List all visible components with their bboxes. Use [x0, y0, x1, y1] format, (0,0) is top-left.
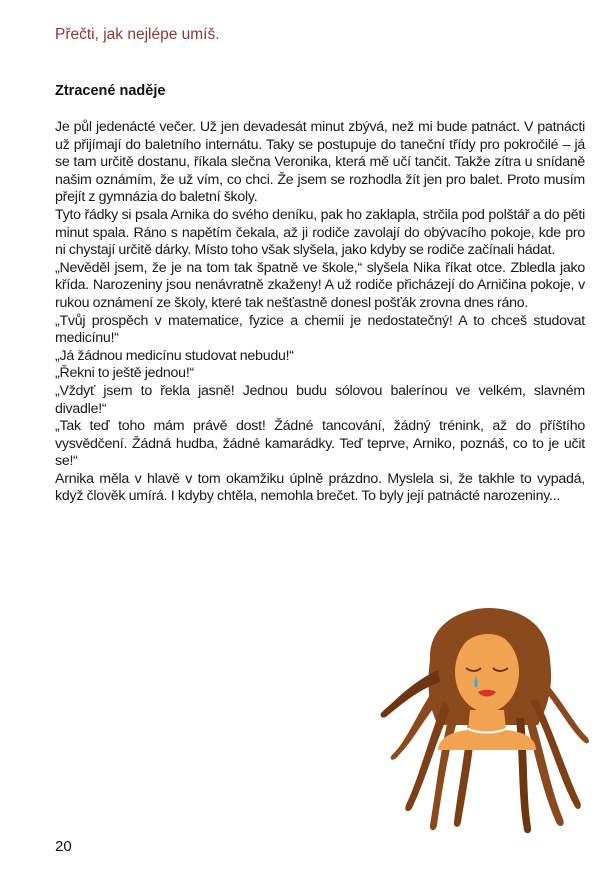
story-paragraph: Tyto řádky si psala Arnika do svého deníku, pak ho zaklapla, strčila pod polštář a do pěti minut spala. Ráno s napětím čekala, až ji rodiče zavolají do obývacího pokoje, kde pro ni chystají určitě dárky. Místo toho však slyšela, jako kdyby se rodiče začínali hádat. [55, 206, 585, 259]
crying-girl-illustration [378, 600, 593, 835]
story-paragraph: Arnika měla v hlavě v tom okamžiku úplně prázdno. Myslela si, že takhle to vypadá, když člověk umírá. I kdyby chtěla, nemohla brečet. To byly její patnácté narozeniny... [55, 470, 585, 505]
story-paragraph: „Tak teď toho mám právě dost! Žádné tancování, žádný trénink, až do příštího vysvědčení. Žádná hudba, žádné kamarádky. Teď teprve, Arniko, poznáš, co to je učit se!“ [55, 418, 585, 470]
story-paragraph: „Vždyť jsem to řekla jasně! Jednou budu sólovou balerínou ve velkém, slavném divadle!“ [55, 382, 585, 417]
story-title: Ztracené naděje [55, 83, 166, 99]
story-body [55, 119, 585, 506]
page-number: 20 [55, 838, 72, 855]
reading-instruction: Přečti, jak nejlépe umíš. [55, 26, 220, 43]
face [455, 632, 519, 712]
story-paragraph: „Nevěděl jsem, že je na tom tak špatně ve škole,“ slyšela Nika říkat otce. Zbledla jako křída. Narozeniny jsou nenávratně zkaženy! A už rodiče přicházejí do Arničina pokoje, v rukou oznámení ze školy, které tak nešťastně donesl pošťák zrovna dnes ráno. [55, 259, 585, 311]
story-paragraph: „Já žádnou medicínu studovat nebudu!“ [55, 347, 294, 364]
story-paragraph: „Řekni to ještě jednou!“ [55, 365, 194, 382]
story-paragraph: „Tvůj prospěch v matematice, fyzice a chemii je nedostatečný! A to chceš studovat medicínu!“ [55, 312, 585, 347]
story-paragraph: Je půl jedenácté večer. Už jen devadesát minut zbývá, než mi bude patnáct. V patnácti už přijímají do baletního internátu. Taky se postupuje do taneční třídy pro pokročilé – já se tam určitě dostanu, říkala slečna Veronika, která mě učí tančit. Takže zítra u snídaně našim oznámím, že už vím, co chci. Že jsem se rozhodla žít jen pro balet. Proto musím přejít z gymnázia do baletní školy. [55, 119, 585, 206]
